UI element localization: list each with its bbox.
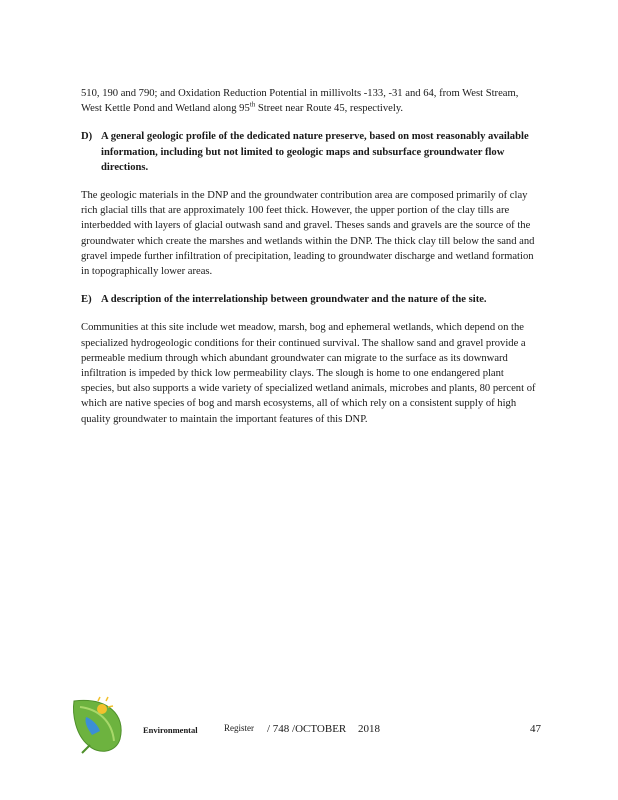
section-e-heading <box>81 292 539 307</box>
page-number: 47 <box>530 723 541 735</box>
section-d-title: A general geologic profile of the dedicated nature preserve, based on most reasonably available information, including but not limited to geologic maps and subsurface groundwater flow directions. <box>101 131 529 173</box>
footer-environmental: Environmental <box>143 725 198 735</box>
footer-issue: / 748 /OCTOBER <box>267 723 347 735</box>
section-e-paragraph: Communities at this site include wet meadow, marsh, bog and ephemeral wetlands, which depend on the specialized hydrogeologic conditions for their continued survival. The shallow sand and gravel provide a permeable medium through which abundant groundwater can migrate to the surface as its downward infiltration is impeded by thick low permeability clays. The slough is home to one endangered plant species, but also supports a wide variety of specialized wetland animals, microbes and plants, 80 percent of which are native species of bog and marsh ecosystems, all of which rely on a consistent supply of high quality groundwater to maintain the important features of this DNP. <box>81 322 536 425</box>
page-body <box>81 86 539 427</box>
leaf-logo-icon <box>68 695 130 755</box>
section-d-paragraph: The geologic materials in the DNP and the groundwater contribution area are composed primarily of clay rich glacial tills that are approximately 100 feet thick. However, the upper portion of the clay tills are interbedded with layers of glacial outwash sand and gravel. Theses sands and gravels are the source of the groundwater which create the marshes and wetlands within the DNP. The thick clay till below the sand and gravel impede further infiltration of precipitation, leading to groundwater discharge and wetland formation in topographically lower areas. <box>81 190 535 278</box>
intro-superscript: th <box>249 100 256 109</box>
footer-register: Register <box>224 723 254 733</box>
page-footer <box>0 695 618 755</box>
intro-line-2a: West Kettle Pond and Wetland along 95 <box>81 103 250 115</box>
section-e-title: A description of the interrelationship between groundwater and the nature of the site. <box>101 294 487 306</box>
section-e-label: E) <box>81 294 92 306</box>
footer-year: 2018 <box>358 723 380 735</box>
intro-line-2b: Street near Route 45, respectively. <box>255 103 404 115</box>
intro-line-1: 510, 190 and 790; and Oxidation Reduction Potential in millivolts -133, -31 and 64, from West Stream, <box>81 88 519 99</box>
section-d-heading <box>81 129 539 175</box>
section-d-label: D) <box>81 131 93 143</box>
intro-paragraph <box>81 86 539 116</box>
